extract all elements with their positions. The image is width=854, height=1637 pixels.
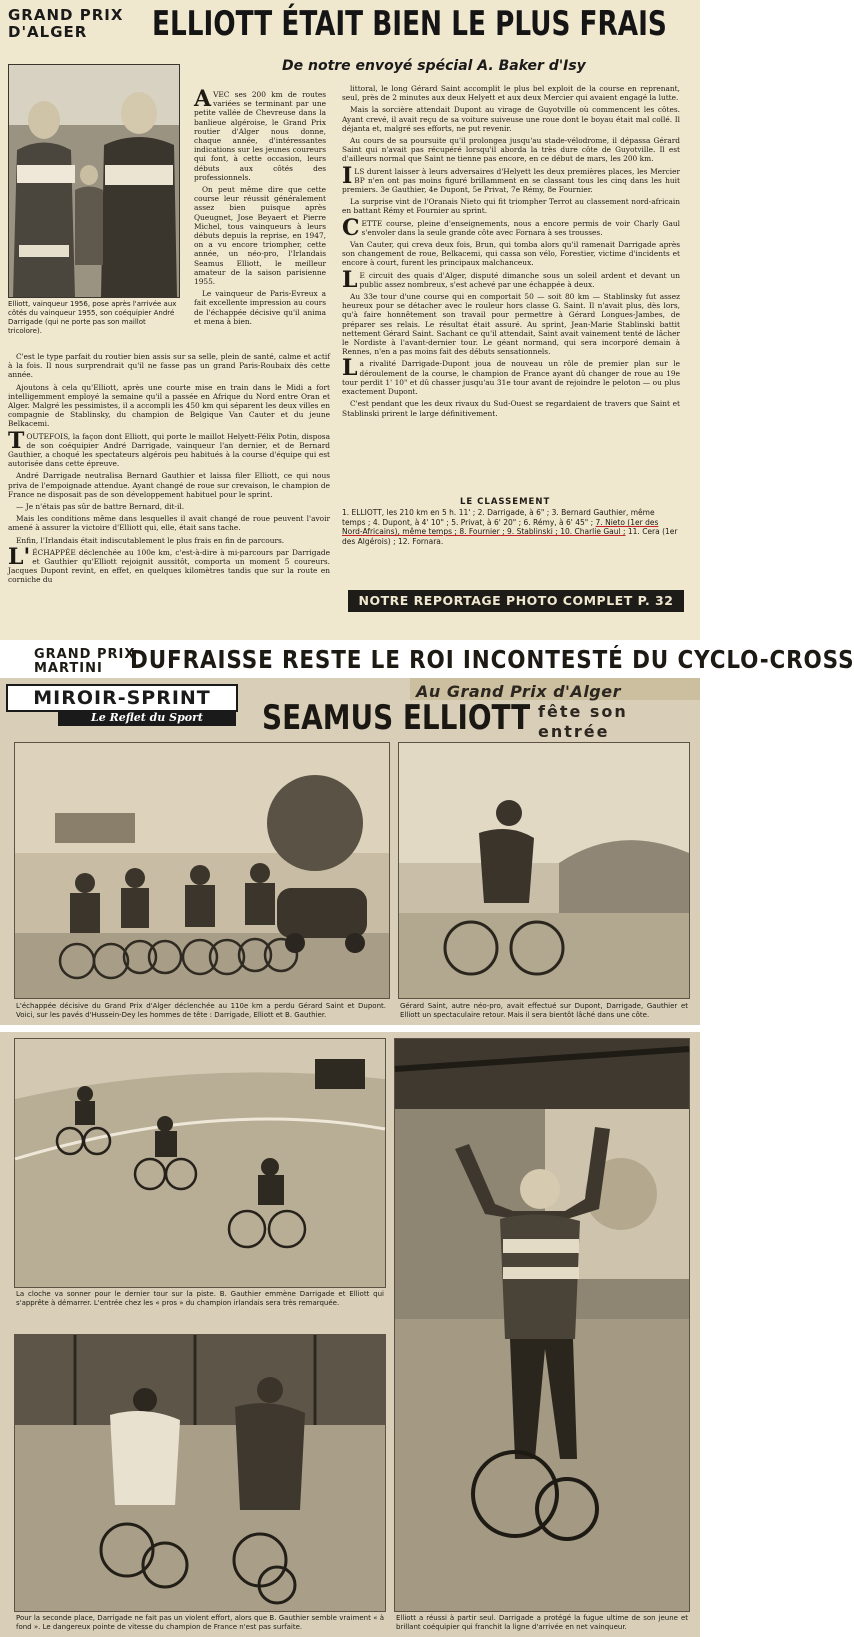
paragraph: TOUTEFOIS, la façon dont Elliott, qui porte le maillot Helyett-Félix Potin, disposa de son coéquipier André Darrigade, vainqueur l'an dernier, et de Bernard Gauthier, a choqué les spectateurs algérois peu habitués à la course d'équipe qui est autorisée dans cette épreuve. (8, 427, 330, 469)
photo-spread (0, 678, 700, 1637)
article-byline: De notre envoyé spécial A. Baker d'Isy (282, 58, 586, 74)
spread-headline: SEAMUS ELLIOTT (262, 698, 531, 738)
results-text (342, 508, 680, 546)
caption-track-bell: La cloche va sonner pour le dernier tour sur la piste. B. Gauthier emmène Darrigade et Elliott qui s'apprête à démarrer. L'entrée chez les « pros » du champion irlandais sera très remarquée. (16, 1290, 384, 1307)
article2-kicker-line1: GRAND PRIX (34, 647, 136, 662)
photo-track-bell (14, 1038, 386, 1288)
results-part-1: 1. ELLIOTT, les 210 km en 5 h. 11' ; 2. Darrigade, à 6" ; 3. Bernard Gauthier, même temps ; 4. Dupont, à 4' 10" ; 5. Privat, à 6' 20" ; 6. Rémy, à 6' 45" ; (342, 508, 655, 527)
miroir-sprint-logo (6, 684, 236, 724)
photo-gerard-saint (398, 742, 690, 999)
paragraph: littoral, le long Gérard Saint accomplit le plus bel exploit de la course en reprenant, seul, près de 2 minutes aux deux Helyett et aux deux Mercier qui avaient engagé la lutte. (342, 84, 680, 103)
article-column-1 (194, 86, 326, 329)
paragraph: Mais la sorcière attendait Dupont au virage de Guyotville où commencent les côtes. Ayant crevé, il avait reçu de sa voiture suiveuse une roue dont le boyau était mal collé. Il déjanta et, malgré ses efforts, ne put revenir. (342, 105, 680, 133)
paragraph: Le vainqueur de Paris-Evreux a fait excellente impression au cours de l'échappée décisive qu'il anima et mena à bien. (194, 289, 326, 326)
photo-elliott-victory (394, 1038, 690, 1612)
paragraph: CETTE course, pleine d'enseignements, nous a encore permis de voir Charly Gaul s'envoler dans la seule grande côte avec Fornara à ses trousses. (342, 214, 680, 241)
caption-second-place: Pour la seconde place, Darrigade ne fait pas un violent effort, alors que B. Gauthier semble vraiment « à fond ». Le dangereux pointe de vitesse du champion de France n'est pas surfaite. (16, 1614, 384, 1631)
article-dufraisse-band (0, 642, 854, 678)
caption-breakaway: L'échappée décisive du Grand Prix d'Alger déclenchée au 110e km a perdu Gérard Saint et Dupont. Voici, sur les pavés d'Hussein-Dey les hommes de tête : Darrigade, Elliott et B. Gauthier. (16, 1002, 386, 1019)
paragraph: La surprise vint de l'Oranais Nieto qui fit triompher Terrot au classement nord-africain en battant Rémy et Fournier au sprint. (342, 197, 680, 216)
paragraph: Au 33e tour d'une course qui en comportait 50 — soit 80 km — Stablinsky fut assez heureux pour se détacher avec le rouleur hors classe G. Saint. Il n'avait plus, dès lors, qu'à faire honnêtement son travail pour permettre à Gérard Longues-Jambes, de préparer ses relais. Le résultat était assuré. Au sprint, Jean-Marie Stablinski battit nettement Gérard Saint. Sachant ce qu'il attendait, Saint avait vainement tenté de lâcher le Nordiste à l'avant-dernier tour. Le géant normand, qui sera incorporé demain à Rennes, n'en a pas moins fait des débuts sensationnels. (342, 292, 680, 357)
article2-kicker-line2: MARTINI (34, 661, 103, 676)
paragraph: La rivalité Darrigade-Dupont joua de nouveau un rôle de premier plan sur le déroulement de la course, le champion de France ayant dû changer de roue au 19e tour perdit 1' 10" et dû chasser jusqu'au 31e tour avant de rejoindre le peloton — ou plus exactement Dupont. (342, 355, 680, 397)
paragraph: C'est le type parfait du routier bien assis sur sa selle, plein de santé, calme et actif à la fois. Il nous surprendrait qu'il ne fasse pas un grand Paris-Roubaix dès cette année. (8, 352, 330, 380)
photo-report-banner: NOTRE REPORTAGE PHOTO COMPLET P. 32 (348, 590, 684, 612)
article2-headline: DUFRAISSE RESTE LE ROI INCONTESTÉ DU CYCLO-CROSS (130, 645, 854, 674)
article-headline: ELLIOTT ÉTAIT BIEN LE PLUS FRAIS (152, 4, 667, 44)
paragraph: On peut même dire que cette course leur réussit généralement assez bien puisque après Queugnet, Jose Beyaert et Pierre Michel, tous vainqueurs à leurs débuts depuis la reprise, en 1947, on a vu encore triompher, cette année, un néo-pro, l'Irlandais Seamus Elliott, le meilleur amateur de la saison parisienne 1955. (194, 185, 326, 287)
results-part-3: 11. Cera (1er des Algérois) ; 12. Fornara. (342, 527, 678, 546)
spread-subtitle: Au Grand Prix d'Alger (416, 682, 621, 701)
paragraph: L'ÉCHAPPÉE déclenchée au 100e km, c'est-à-dire à mi-parcours par Darrigade et Gauthier qu'Elliott rejoignit aussitôt, comporta un moment 5 coureurs. Jacques Dupont revint, en effet, en quelques kilomètres tandis que sur la route en corniche du (8, 543, 330, 585)
logo-main-text: MIROIR-SPRINT (6, 684, 238, 712)
article2-kicker (34, 648, 135, 676)
results-title: LE CLASSEMENT (460, 497, 551, 507)
paragraph: André Darrigade neutralisa Bernard Gauthier et laissa filer Elliott, ce qui nous priva de l'empoignade attendue. Ayant changé de roue sur crevaison, le champion de France ne disposait pas de son développement habituel pour le sprint. (8, 471, 330, 499)
divider (0, 1025, 700, 1032)
photo-elliott-darrigade (8, 64, 180, 298)
paragraph: ILS durent laisser à leurs adversaires d'Helyett les deux premières places, les Mercier BP n'en ont pas moins figuré brillamment en se classant tous les cinq dans les huit premiers. 3e Gauthier, 4e Dupont, 5e Privat, 7e Rémy, 8e Fournier. (342, 162, 680, 195)
paragraph: C'est pendant que les deux rivaux du Sud-Ouest se regardaient de travers que Saint et Stablinski prirent le large définitivement. (342, 399, 680, 418)
paragraph: Au cours de sa poursuite qu'il prolongea jusqu'au stade-vélodrome, il dépassa Gérard Saint qui n'avait pas récupéré lorsqu'il aborda la très dure côte de Guyotville. Il est d'ailleurs normal que Saint ne tienne pas encore, en ce début de mars, les 200 km. (342, 136, 680, 164)
article-kicker: GRAND PRIX D'ALGER (8, 6, 124, 41)
caption-elliott-victory: Elliott a réussi à partir seul. Darrigade a protégé la fugue ultime de son jeune et brillant coéquipier qui franchit la ligne d'arrivée en net vainqueur. (396, 1614, 688, 1631)
paragraph: Enfin, l'Irlandais était indiscutablement le plus frais en fin de parcours. (16, 535, 285, 545)
results-part-underlined: 7. Nieto (1er des Nord-Africains), même temps ; 8. Fournier ; 9. Stablinski ; 10. Charlie Gaul ; (342, 517, 659, 536)
paragraph: Ajoutons à cela qu'Elliott, après une courte mise en train dans le Midi a fort intelligemment employé la semaine qu'il a passée en Afrique du Nord entre Oran et Alger. Malgré les pessimistes, il a accompli les 450 km qui séparent les deux villes en compagnie de Stablinsky, du champion de Belgique Van Cauter et du jeune Belkacemi. (8, 382, 330, 429)
article-column-1b (8, 352, 330, 588)
photo-breakaway (14, 742, 390, 999)
paragraph: LE circuit des quais d'Alger, disputé dimanche sous un soleil ardent et devant un public assez nombreux, s'est achevé par une échappée à deux. (342, 266, 680, 293)
paragraph: AVEC ses 200 km de routes variées se terminant par une petite vallée de Chevreuse dans la banlieue algéroise, le Grand Prix routier d'Alger nous donne, chaque année, d'intéressantes indications sur les jeunes coureurs qui font, à cette occasion, leurs débuts aux côtés des professionnels. (194, 86, 326, 182)
logo-subtitle: Le Reflet du Sport (58, 710, 236, 726)
photo-caption: Elliott, vainqueur 1956, pose après l'arrivée aux côtés du vainqueur 1955, son coéquipier André Darrigade (qui ne porte pas son maillot tricolore). (8, 300, 177, 335)
paragraph: Van Cauter, qui creva deux fois, Brun, qui tomba alors qu'il ramenait Darrigade après son changement de roue, Belkacemi, qui cassa son vélo, Forestier, victime d'incidents et encore à court, furent les principaux malchanceux. (342, 240, 680, 268)
article-elliott (0, 0, 700, 640)
article-column-2 (342, 84, 680, 421)
paragraph: — Je n'étais pas sûr de battre Bernard, dit-il. (16, 502, 185, 512)
photo-second-place (14, 1334, 386, 1612)
caption-gerard-saint: Gérard Saint, autre néo-pro, avait effectué sur Dupont, Darrigade, Gauthier et Elliott un spectaculaire retour. Mais il sera bientôt lâché dans une côte. (400, 1002, 688, 1019)
paragraph: Mais les conditions même dans lesquelles il avait changé de roue peuvent l'avoir amené à assurer la victoire d'Elliott qui, elle, était sans tache. (8, 514, 330, 533)
tagline-line1: fête son entrée (538, 702, 628, 741)
